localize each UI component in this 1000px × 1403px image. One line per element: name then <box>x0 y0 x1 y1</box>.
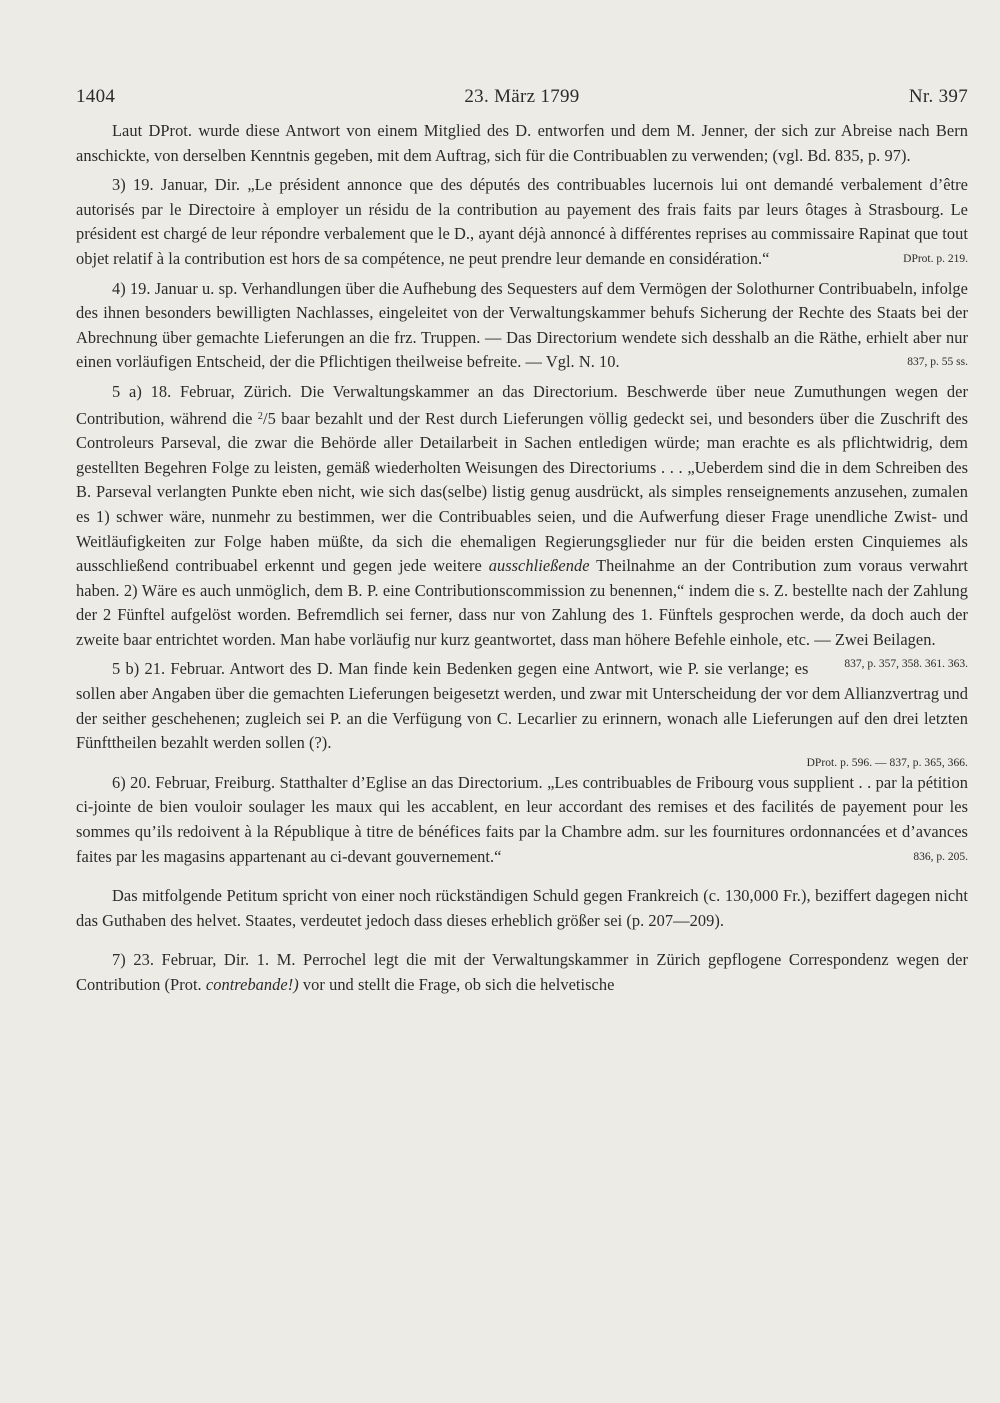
source-reference: 837, p. 55 ss. <box>907 356 968 369</box>
source-reference: 836, p. 205. <box>913 850 968 863</box>
paragraph-4 <box>76 277 968 375</box>
paragraph-text: Das mitfolgende Petitum spricht von einer noch rückständigen Schuld gegen Frankreich (c. 130,000 Fr.), beziffert dagegen nicht das Guthaben des helvet. Staates, verdeutet jedoch dass dieses erheblich größer sei (p. 207—209). <box>76 886 968 930</box>
paragraph-text: 4) 19. Januar u. sp. Verhandlungen über die Aufhebung des Sequesters auf dem Vermögen der Solothurner Contribuabeln, infolge des ihnen besonders bewilligten Nachlasses, eingeleitet von der Verwaltungskammer behufs Sicherung der Rechte des Staats bei der Abrechnung über gemachte Lieferungen an die frz. Truppen. — Das Directorium wendete sich desshalb an die Räthe, erhielt aber nur einen vorläufigen Entscheid, der die Pflichtigen theilweise befreite. — Vgl. N. 10. <box>76 278 968 372</box>
italic-text: contrebande!) <box>205 975 299 994</box>
paragraph-text: 7) 23. Februar, Dir. 1. M. Perrochel legt die mit der Verwaltungskammer in Zürich gepflogene Correspondenz wegen der Contribution (Prot. <box>76 950 968 994</box>
document-number: Nr. 397 <box>908 86 968 107</box>
source-reference: 837, p. 357, 358. 361. 363. <box>844 658 968 671</box>
source-reference: DProt. p. 596. — 837, p. 365, 366. <box>806 756 968 769</box>
paragraph-7 <box>76 948 968 997</box>
paragraph-6 <box>76 771 968 869</box>
paragraph-text: 5 b) 21. Februar. Antwort des D. Man finde kein Bedenken gegen eine Antwort, wie P. sie verlange; es sollen aber Angaben über die gemachten Lieferungen beigesetzt werden, und zwar mit Unterscheidung der vor dem Allianzvertrag und der seither geschehenen; zugleich sei P. an die Verfügung von C. Lecarlier zu erinnern, wonach alle Lieferungen auf den drei letzten Fünfttheilen bezahlt werden sollen (?). <box>76 659 968 753</box>
paragraph-text: Theilnahme an der Contribution zum voraus verwahrt haben. 2) Wäre es auch unmöglich, dem B. P. eine Contributionscommission zu benennen,“ indem die s. Z. bestellte nach der Zahlung der 2 Fünftel aufgelöst worden. Befremdlich sei ferner, dass nur von Zahlung des 1. Fünftels gesprochen werde, da doch auch der zweite baar entrichtet worden. Man habe vorläufig nur kurz geantwortet, dass man höhere Befehle einhole, etc. — Zwei Beilagen. <box>76 556 968 649</box>
paragraph-5a <box>76 380 968 671</box>
paragraph-text: Laut DProt. wurde diese Antwort von einem Mitglied des D. entworfen und dem M. Jenner, der sich zur Abreise nach Bern anschickte, von derselben Kenntnis gegeben, mit dem Auftrag, sich für die Contribuablen zu verwenden; (vgl. Bd. 835, p. 97). <box>76 121 968 165</box>
page-header <box>76 86 968 112</box>
source-reference: DProt. p. 219. <box>903 252 968 265</box>
paragraph-text: /5 baar bezahlt und der Rest durch Lieferungen völlig gedeckt sei, und besonders über die Zuschrift des Controleurs Parseval, die zwar die Behörde aller Detailarbeit in Sachen entledigen würde; man erachte es als pflichtwidrig, dem gestellten Begehren Folge zu leisten, gemäß wiederholten Weisungen des Directoriums . . . „Ueberdem sind die in dem Schreiben des B. Parseval verlangten Punkte eben nicht, wie sich das(selbe) listig genug ausdrückt, als simples renseignements anzusehen, zumalen es 1) schwer wäre, nunmehr zu bestimmen, wer die Contribuables seien, und die Aufwerfung dieser Frage unendliche Zwist- und Weitläufigkeiten zur Folge haben müßte, da sich die ehemaligen Regierungsglieder nur für die beiden ersten Cinquiemes als ausschließend contribuabel erkennt und gegen jede weitere <box>76 408 968 576</box>
paragraph-text: 5 a) 18. Februar, Zürich. Die Verwaltungskammer an das Directorium. Beschwerde über neue Zumuthungen wegen der Contribution, während die <box>76 381 968 428</box>
page-number: 1404 <box>76 86 116 107</box>
header-date: 23. März 1799 <box>464 86 580 107</box>
paragraph-text: vor und stellt die Frage, ob sich die helvetische <box>302 975 615 994</box>
italic-text: ausschließende <box>488 556 590 576</box>
document-body <box>76 119 968 998</box>
paragraph-text: 3) 19. Januar, Dir. „Le président annonce que des députés des contribuables lucernois lui ont demandé verbalement d’être autorisés par le Directoire à employer un résidu de la contribution au payement des frais faits par leurs ôtages à Strasbourg. Le président est chargé de leur répondre verbalement que le D., ayant déjà annoncé à différentes reprises au commissaire Rapinat que tout objet relatif à la contribution est hors de sa compétence, ne peut prendre leur demande en considération.“ <box>76 175 968 268</box>
fraction-numerator: 2 <box>257 410 263 422</box>
paragraph-intro <box>76 119 968 168</box>
paragraph-3 <box>76 173 968 271</box>
paragraph-text: 6) 20. Februar, Freiburg. Statthalter d’Eglise an das Directorium. „Les contribuables de Fribourg vous supplient . . par la pétition ci-jointe de bien vouloir soulager les maux qui les accablent, en leur accordant des remises et des facilités de payement pour les sommes qu’ils redoivent à la République à titre de bénéfices faits par la Chambre adm. sur les fournitures ordonnancées et d’avances faites par les magasins appartenant au ci-devant gouvernement.“ <box>76 772 968 866</box>
paragraph-6-note <box>76 884 968 933</box>
